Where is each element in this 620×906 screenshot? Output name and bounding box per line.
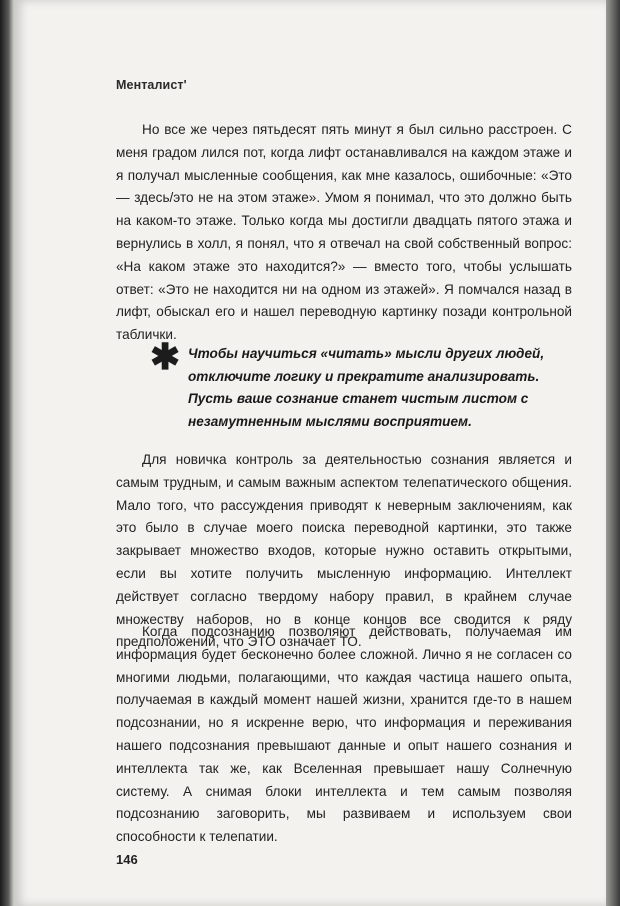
paragraph-2: Для новичка контроль за деятельностью сознания является и самым трудным, и самым важным аспектом телепатического общения. Мало того, что рассуждения приводят к неверным заключениям, как это было в случае моего поиска переводной картинки, это также закрывает множество входов, которые нужно оставить открытыми, если вы хотите получить мысленную информацию. Интеллект действует согласно твердому набору правил, в крайнем случае множеству наборов, но в конце концов все сводится к ряду предположений, что ЭТО означает ТО.	[116, 452, 572, 650]
asterisk-icon: ✱	[150, 336, 181, 377]
page-edge-shadow	[606, 0, 620, 906]
page-gutter-shadow	[0, 0, 14, 906]
page-number: 146	[116, 852, 138, 867]
running-head: Менталист'	[116, 78, 187, 92]
paragraph-1: Но все же через пятьдесят пять минут я был сильно расстроен. С меня градом лился пот, когда лифт останавливался на каждом этаже и я получал мысленные сообщения, как мне казалось, ошибочные: «Это — здесь/это не на этом этаже». Умом я понимал, что это должно быть на каком-то этаже. Только когда мы достигли двадцать пятого этажа и вернулись в холл, я понял, что я отвечал на свой собственный вопрос: «На каком этаже это находится?» — вместо того, чтобы услышать ответ: «Это не находится ни на одном из этажей». Я помчался назад в лифт, обыскал его и нашел переводную картинку позади контрольной таблички.	[116, 122, 572, 343]
callout-text: Чтобы научиться «читать» мысли других людей, отключите логику и прекратите анализировать. Пусть ваше сознание станет чистым листом с незамутненным мыслями восприятием.	[188, 346, 545, 429]
paragraph-3: Когда подсознанию позволяют действовать, получаемая им информация будет бесконечно более сложной. Лично я не согласен со многими людьми, полагающими, что каждая частица нашего опыта, получаемая в каждый момент нашей жизни, хранится где-то в нашем подсознании, но я искренне верю, что информация и переживания нашего подсознания превышают данные и опыт нашего сознания и интеллекта так же, как Вселенная превышает нашу Солнечную систему. А снимая блоки интеллекта и тем самым позволяя подсознанию заговорить, мы развиваем и используем свои способности к телепатии.	[116, 624, 572, 845]
